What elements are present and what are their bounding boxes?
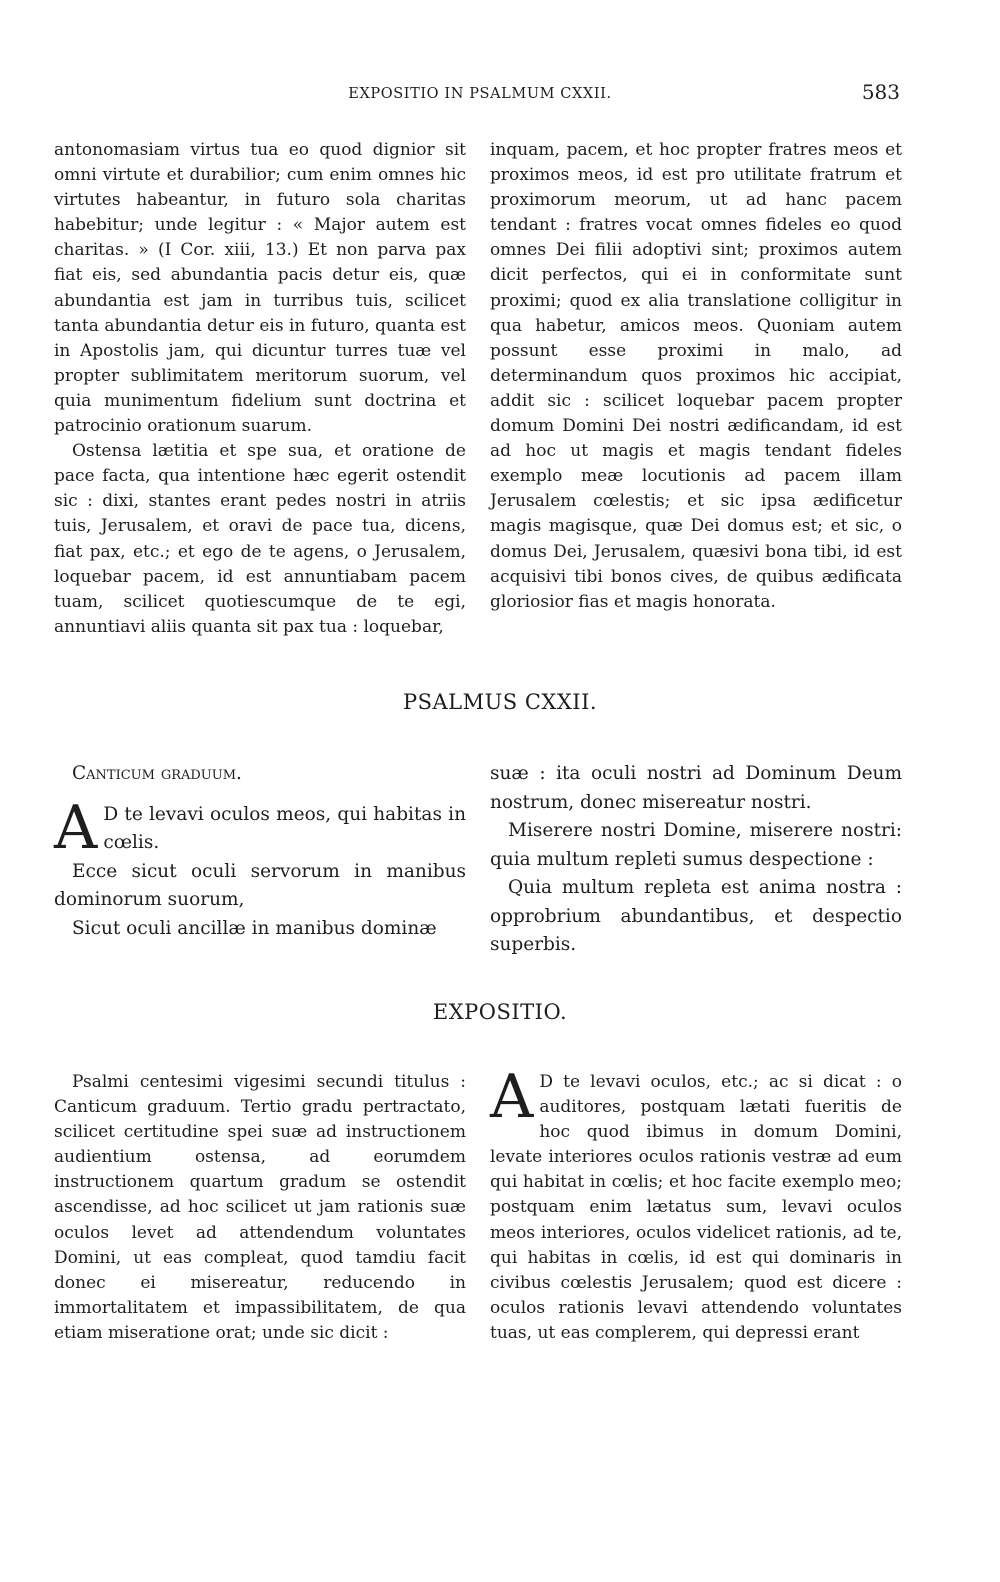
- verse-4: Miserere nostri Domine, miserere nostri: quia multum repleti sumus despectione :: [490, 820, 902, 870]
- expositio-right-column: [490, 1062, 902, 1346]
- page-number: 583: [861, 80, 900, 104]
- verse-3-continued: suæ : ita oculi nostri ad Dominum Deum nostrum, donec misereatur nostri.: [490, 763, 902, 813]
- canticum-heading: [54, 760, 466, 789]
- paragraph: [490, 1062, 902, 1346]
- psalm-right-column: [490, 760, 902, 960]
- verse-2: Ecce sicut oculi servorum in manibus dominorum suorum,: [54, 860, 466, 910]
- paragraph: inquam, pacem, et hoc propter fratres meos et proximos meos, id est pro utilitate fratrum et proximorum meorum, ut ad hanc pacem tendant : fratres vocat omnes fideles eo quod omnes Dei filii adoptivi sint; proximos autem dicit perfectos, qui ei in conformitate sunt proximi; quod ex alia translatione colligitur in qua habetur, amicos meos. Quoniam autem possunt esse proximi in malo, ad determinandum quos proximos hic accipiat, addit sic : scilicet loquebar pacem propter domum Domini Dei nostri ædificandam, id est ad hoc ut magis et magis tendant fideles exemplo meæ locutionis ad pacem illam Jerusalem cœlestis; et sic ipsa ædificetur magis magisque, quæ Dei domus est; et sic, o domus Dei, Jerusalem, quæsivi bona tibi, id est acquisivi tibi bonos cives, de quibus ædificata gloriosior fias et magis honorata.: [490, 140, 902, 612]
- verse-3: Sicut oculi ancillæ in manibus dominæ: [72, 917, 437, 939]
- paragraph: Psalmi centesimi vigesimi secundi titulus : Canticum graduum. Tertio gradu pertractato, scilicet certitudine spei suæ ad instructionem audientium ostensa, ad eorumdem instructionem quartum gradum se ostendit ascendisse, ad hoc scilicet ut jam rationis suæ oculos levet ad attendendum voluntates Domini, ut eas compleat, quod tamdiu facit donec ei misereatur, reducendo in immortalitatem et impassibilitatem, de qua etiam miseratione orat; unde sic dicit :: [54, 1072, 466, 1343]
- verse-text: D te levavi oculos meos, qui habitas in cœlis.: [103, 803, 466, 853]
- verse-1: [54, 792, 466, 863]
- psalm-left-column: [54, 760, 466, 943]
- paragraph-text: D te levavi oculos, etc.; ac si dicat : o auditores, postquam lætati fueritis de hoc quod ibimus in domum Domini, levate interiores oculos rationis vestræ ad eum qui habitat in cœlis; et hoc facite exemplo meo; postquam enim lætatus sum, levavi oculos meos interiores, oculos videlicet rationis, ad te, qui habitas in cœlis, id est qui dominaris in civibus cœlestis Jerusalem; quod est dicere : oculos rationis levavi attendendo voluntates tuas, ut eas complerem, qui depressi erant: [490, 1072, 902, 1343]
- running-title: EXPOSITIO IN PSALMUM CXXII.: [348, 86, 612, 102]
- drop-cap: A: [490, 1062, 534, 1132]
- paragraph: antonomasiam virtus tua eo quod dignior sit omni virtute et durabilior; cum enim omnes hic virtutes habeantur, in futuro sola charitas habebitur; unde legitur : « Major autem est charitas. » (I Cor. xiii, 13.) Et non parva pax fiat eis, sed abundantia pacis detur eis, quæ abundantia est jam in turribus tuis, scilicet tanta abundantia detur eis in futuro, quanta est in Apostolis jam, qui dicuntur turres tuæ vel propter sublimitatem meritorum suorum, vel quia munimentum fidelium sunt doctrina et patrocinio orationum suarum.: [54, 140, 466, 437]
- top-left-column: [54, 138, 466, 640]
- expositio-title: EXPOSITIO.: [432, 1000, 568, 1024]
- top-right-column: [490, 138, 902, 615]
- paragraph: Ostensa lætitia et spe sua, et oratione de pace facta, qua intentione hæc egerit ostendit sic : dixi, stantes erant pedes nostri in atriis tuis, Jerusalem, et oravi de pace tua, dicens, fiat pax, etc.; et ego de te agens, o Jerusalem, loquebar pacem, id est annuntiabam pacem tuam, scilicet quotiescumque de te egi, annuntiavi aliis quanta sit pax tua : loquebar,: [54, 441, 466, 637]
- drop-cap: A: [54, 792, 98, 863]
- canticum-label: Canticum graduum.: [72, 763, 242, 784]
- expositio-left-column: [54, 1070, 466, 1346]
- verse-5: Quia multum repleta est anima nostra : opprobrium abundantibus, et despectio superbis.: [490, 877, 902, 955]
- psalm-title: PSALMUS CXXII.: [402, 690, 598, 714]
